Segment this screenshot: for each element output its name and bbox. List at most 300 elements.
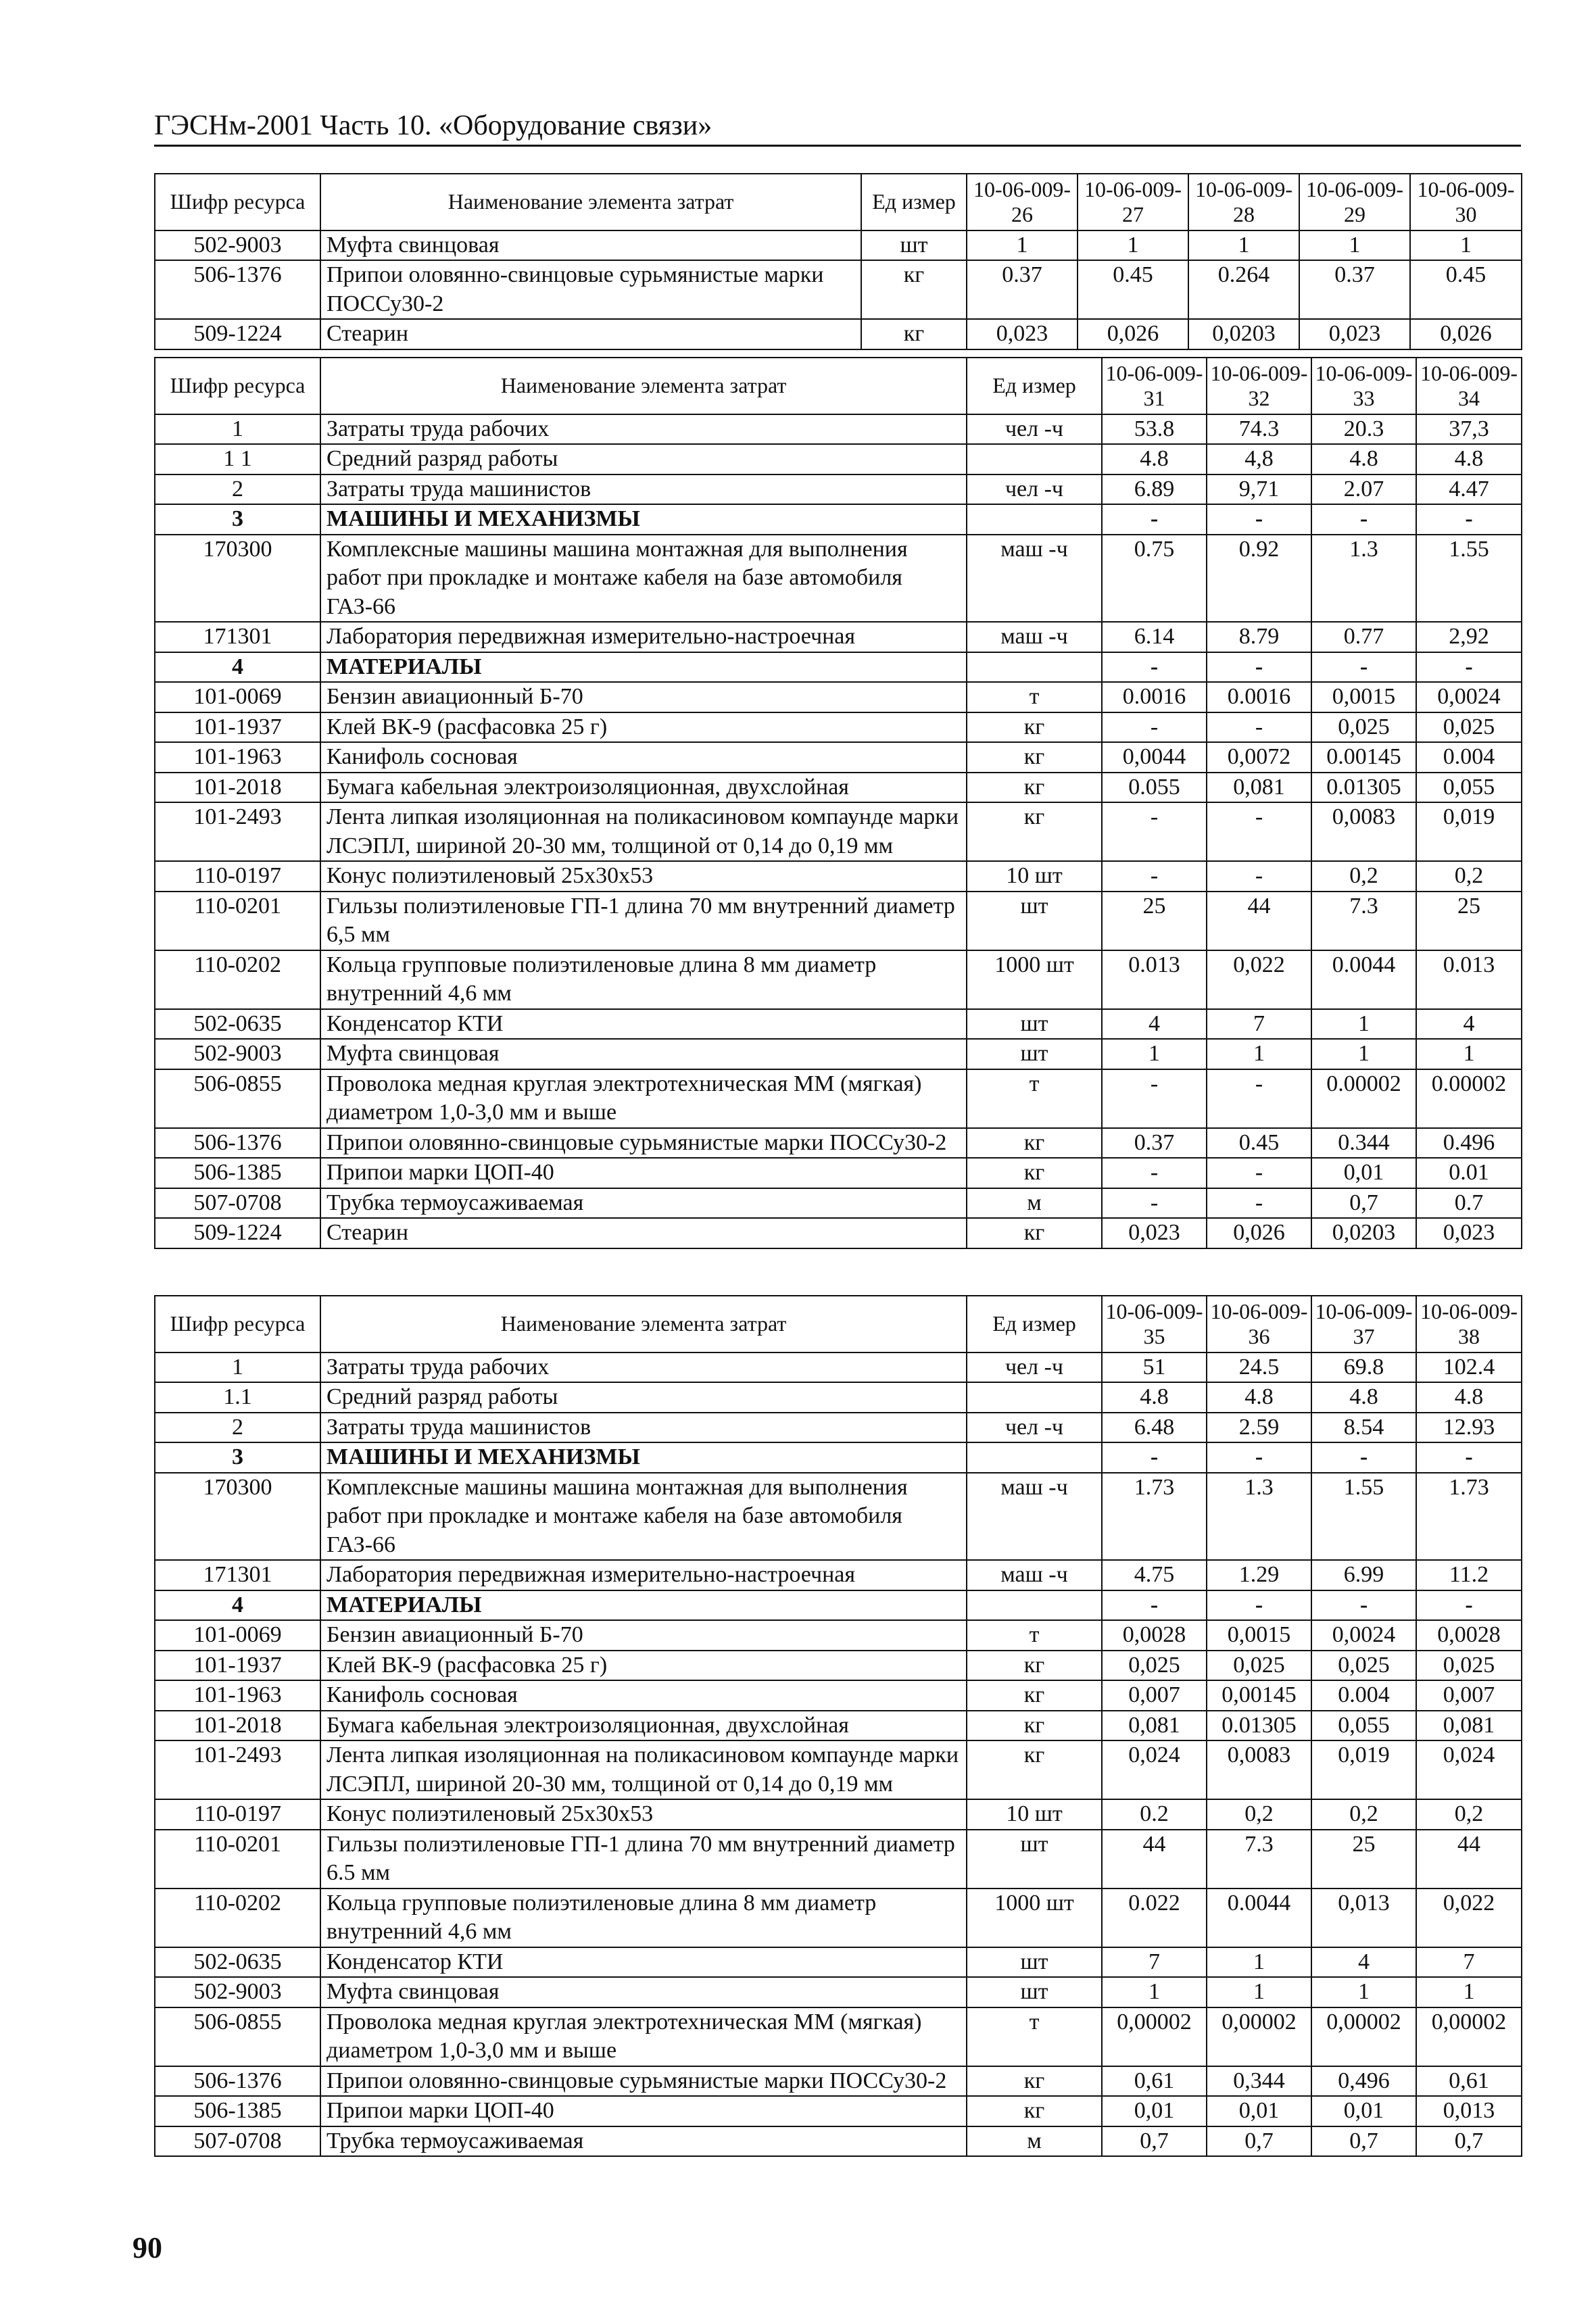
table-row bbox=[155, 892, 1522, 950]
value-cell: 0,2 bbox=[1311, 861, 1416, 892]
resource-name-cell: Комплексные машины машина монтажная для выполнения работ при прокладке и монтаже кабеля на базе автомобиля ГАЗ-66 bbox=[320, 535, 967, 623]
resource-code-cell: 502-9003 bbox=[155, 230, 320, 261]
resource-code-cell: 502-9003 bbox=[155, 1039, 320, 1069]
value-cell: 0,026 bbox=[1207, 1218, 1311, 1248]
value-cell: 0,0024 bbox=[1416, 682, 1522, 712]
resource-name-cell: Муфта свинцовая bbox=[320, 1039, 967, 1069]
value-cell: 74.3 bbox=[1207, 414, 1311, 445]
table-row bbox=[155, 2126, 1522, 2157]
resource-code-cell: 502-0635 bbox=[155, 1009, 320, 1040]
resource-name-cell: Кольца групповые полиэтиленовые длина 8 мм диаметр внутренний 4,6 мм bbox=[320, 1888, 967, 1947]
resource-name-cell: Затраты труда машинистов bbox=[320, 474, 967, 505]
value-cell: 0.7 bbox=[1416, 1188, 1522, 1219]
value-cell: 0,007 bbox=[1102, 1680, 1207, 1711]
table-row bbox=[155, 1651, 1522, 1681]
value-cell: 0,496 bbox=[1311, 2066, 1416, 2097]
value-cell: 9,71 bbox=[1207, 474, 1311, 505]
value-cell: 0,0024 bbox=[1311, 1620, 1416, 1651]
unit-cell: кг bbox=[967, 773, 1102, 803]
column-header: 10-06-009-30 bbox=[1410, 174, 1522, 230]
value-cell: 0.496 bbox=[1416, 1128, 1522, 1159]
resource-name-cell: Конус полиэтиленовый 25х30х53 bbox=[320, 861, 967, 892]
value-cell: 7 bbox=[1207, 1009, 1311, 1040]
value-cell: 0,7 bbox=[1311, 2126, 1416, 2157]
value-cell: - bbox=[1102, 652, 1207, 683]
resource-code-cell: 171301 bbox=[155, 622, 320, 652]
unit-cell: кг bbox=[967, 1740, 1102, 1799]
value-cell: 1.55 bbox=[1311, 1473, 1416, 1561]
value-cell: 44 bbox=[1102, 1830, 1207, 1888]
value-cell: 0,019 bbox=[1416, 802, 1522, 861]
resource-code-cell: 506-1376 bbox=[155, 2066, 320, 2097]
value-cell: 0.0016 bbox=[1102, 682, 1207, 712]
value-cell: 1 bbox=[1207, 1039, 1311, 1069]
value-cell: 0.0044 bbox=[1311, 950, 1416, 1009]
value-cell: 1 bbox=[1416, 1977, 1522, 2007]
table-row bbox=[155, 802, 1522, 861]
unit-cell bbox=[967, 1382, 1102, 1413]
resource-name-cell: Лента липкая изоляционная на поликасиновом компаунде марки ЛСЭПЛ, шириной 20-30 мм, толщиной от 0,14 до 0,19 мм bbox=[320, 1740, 967, 1799]
resource-name-cell: Припои оловянно-свинцовые сурьмянистые марки ПОССу30-2 bbox=[320, 260, 861, 319]
unit-cell: т bbox=[967, 1620, 1102, 1651]
value-cell: 0,013 bbox=[1311, 1888, 1416, 1947]
value-cell: - bbox=[1416, 652, 1522, 683]
resource-code-cell: 502-9003 bbox=[155, 1977, 320, 2007]
value-cell: 4.8 bbox=[1102, 1382, 1207, 1413]
resource-code-cell: 101-0069 bbox=[155, 682, 320, 712]
resource-name-cell: МАТЕРИАЛЫ bbox=[320, 652, 967, 683]
unit-cell: шт bbox=[967, 1009, 1102, 1040]
value-cell: 0,007 bbox=[1416, 1680, 1522, 1711]
resource-code-cell: 101-2018 bbox=[155, 1711, 320, 1741]
table-row bbox=[155, 1473, 1522, 1561]
value-cell: - bbox=[1416, 1590, 1522, 1621]
value-cell: 0,00002 bbox=[1311, 2007, 1416, 2066]
value-cell: 4 bbox=[1416, 1009, 1522, 1040]
table-row bbox=[155, 535, 1522, 623]
value-cell: 0,0072 bbox=[1207, 742, 1311, 773]
table-row bbox=[155, 682, 1522, 712]
resource-code-cell: 3 bbox=[155, 504, 320, 535]
unit-cell: кг bbox=[967, 1218, 1102, 1248]
resource-name-cell: Комплексные машины машина монтажная для выполнения работ при прокладке и монтаже кабеля на базе автомобиля ГАЗ-66 bbox=[320, 1473, 967, 1561]
value-cell: 4.8 bbox=[1311, 444, 1416, 474]
value-cell: 0,081 bbox=[1102, 1711, 1207, 1741]
unit-cell: кг bbox=[861, 260, 967, 319]
value-cell: 0.45 bbox=[1078, 260, 1188, 319]
value-cell: 6.89 bbox=[1102, 474, 1207, 505]
value-cell: 0,61 bbox=[1102, 2066, 1207, 2097]
value-cell: 6.14 bbox=[1102, 622, 1207, 652]
table-row bbox=[155, 1188, 1522, 1219]
table-row bbox=[155, 1353, 1522, 1383]
resource-code-cell: 507-0708 bbox=[155, 2126, 320, 2157]
value-cell: 2.07 bbox=[1311, 474, 1416, 505]
column-header: Наименование элемента затрат bbox=[320, 174, 861, 230]
value-cell: 0.77 bbox=[1311, 622, 1416, 652]
value-cell: 0.004 bbox=[1416, 742, 1522, 773]
unit-cell: шт bbox=[967, 892, 1102, 950]
value-cell: - bbox=[1207, 1442, 1311, 1473]
value-cell: - bbox=[1207, 802, 1311, 861]
resource-name-cell: Припои оловянно-свинцовые сурьмянистые марки ПОССу30-2 bbox=[320, 1128, 967, 1159]
resource-name-cell: Трубка термоусаживаемая bbox=[320, 2126, 967, 2157]
value-cell: 1 bbox=[1207, 1947, 1311, 1978]
value-cell: 8.79 bbox=[1207, 622, 1311, 652]
resource-code-cell: 101-2018 bbox=[155, 773, 320, 803]
unit-cell: 1000 шт bbox=[967, 950, 1102, 1009]
value-cell: 25 bbox=[1416, 892, 1522, 950]
resource-code-cell: 101-2493 bbox=[155, 802, 320, 861]
value-cell: 0,0203 bbox=[1311, 1218, 1416, 1248]
resource-code-cell: 110-0197 bbox=[155, 1799, 320, 1830]
unit-cell: чел -ч bbox=[967, 414, 1102, 445]
value-cell: 69.8 bbox=[1311, 1353, 1416, 1383]
value-cell: 0.00145 bbox=[1311, 742, 1416, 773]
value-cell: 4.75 bbox=[1102, 1560, 1207, 1590]
value-cell: - bbox=[1102, 861, 1207, 892]
table-row bbox=[155, 2066, 1522, 2097]
value-cell: 102.4 bbox=[1416, 1353, 1522, 1383]
value-cell: 0,025 bbox=[1207, 1651, 1311, 1681]
column-header: 10-06-009-26 bbox=[967, 174, 1078, 230]
resource-code-cell: 506-1376 bbox=[155, 260, 320, 319]
value-cell: - bbox=[1416, 1442, 1522, 1473]
resource-code-cell: 2 bbox=[155, 474, 320, 505]
value-cell: 0,2 bbox=[1416, 861, 1522, 892]
resource-code-cell: 1.1 bbox=[155, 1382, 320, 1413]
resource-code-cell: 507-0708 bbox=[155, 1188, 320, 1219]
value-cell: 4 bbox=[1102, 1009, 1207, 1040]
resource-code-cell: 502-0635 bbox=[155, 1947, 320, 1978]
resource-code-cell: 506-0855 bbox=[155, 2007, 320, 2066]
resource-name-cell: Конденсатор КТИ bbox=[320, 1009, 967, 1040]
value-cell: - bbox=[1207, 1188, 1311, 1219]
resource-code-cell: 171301 bbox=[155, 1560, 320, 1590]
unit-cell: кг bbox=[967, 712, 1102, 743]
resource-name-cell: Припои марки ЦОП-40 bbox=[320, 2096, 967, 2126]
value-cell: 0,7 bbox=[1102, 2126, 1207, 2157]
value-cell: 1 bbox=[1410, 230, 1522, 261]
unit-cell: шт bbox=[967, 1830, 1102, 1888]
value-cell: 1 bbox=[967, 230, 1078, 261]
unit-cell: маш -ч bbox=[967, 535, 1102, 623]
unit-cell: чел -ч bbox=[967, 1353, 1102, 1383]
value-cell: 0,023 bbox=[1416, 1218, 1522, 1248]
resource-name-cell: Муфта свинцовая bbox=[320, 1977, 967, 2007]
table-row bbox=[155, 861, 1522, 892]
value-cell: 0,01 bbox=[1102, 2096, 1207, 2126]
value-cell: - bbox=[1102, 1188, 1207, 1219]
column-header: 10-06-009-28 bbox=[1188, 174, 1299, 230]
value-cell: - bbox=[1207, 1069, 1311, 1128]
table-row bbox=[155, 1560, 1522, 1590]
unit-cell: м bbox=[967, 2126, 1102, 2157]
table-row bbox=[155, 1039, 1522, 1069]
unit-cell: кг bbox=[861, 319, 967, 349]
value-cell: 0,0083 bbox=[1207, 1740, 1311, 1799]
resource-name-cell: Проволока медная круглая электротехническая ММ (мягкая) диаметром 1,0-3,0 мм и выше bbox=[320, 1069, 967, 1128]
resource-name-cell: Трубка термоусаживаемая bbox=[320, 1188, 967, 1219]
table-row bbox=[155, 712, 1522, 743]
value-cell: 4.8 bbox=[1416, 444, 1522, 474]
table-row bbox=[155, 414, 1522, 445]
value-cell: 0,01 bbox=[1311, 1158, 1416, 1188]
resource-name-cell: Бензин авиационный Б-70 bbox=[320, 1620, 967, 1651]
column-header: 10-06-009-31 bbox=[1102, 358, 1207, 414]
resource-code-cell: 509-1224 bbox=[155, 319, 320, 349]
resource-name-cell: Средний разряд работы bbox=[320, 444, 967, 474]
resource-name-cell: Канифоль сосновая bbox=[320, 742, 967, 773]
value-cell: 0.45 bbox=[1207, 1128, 1311, 1159]
table-row bbox=[155, 622, 1522, 652]
column-header: Наименование элемента затрат bbox=[320, 1296, 967, 1353]
value-cell: 44 bbox=[1416, 1830, 1522, 1888]
resource-code-cell: 1 1 bbox=[155, 444, 320, 474]
value-cell: 0,2 bbox=[1416, 1799, 1522, 1830]
value-cell: 0,2 bbox=[1207, 1799, 1311, 1830]
value-cell: 6.48 bbox=[1102, 1413, 1207, 1443]
value-cell: 0.01305 bbox=[1311, 773, 1416, 803]
value-cell: 2,92 bbox=[1416, 622, 1522, 652]
unit-cell: чел -ч bbox=[967, 474, 1102, 505]
page-header: ГЭСНм-2001 Часть 10. «Оборудование связи» bbox=[154, 110, 712, 141]
value-cell: 0.344 bbox=[1311, 1128, 1416, 1159]
resource-code-cell: 110-0202 bbox=[155, 1888, 320, 1947]
unit-cell: кг bbox=[967, 742, 1102, 773]
unit-cell: кг bbox=[967, 2096, 1102, 2126]
value-cell: - bbox=[1207, 504, 1311, 535]
value-cell: - bbox=[1311, 1590, 1416, 1621]
value-cell: 0,025 bbox=[1416, 1651, 1522, 1681]
value-cell: - bbox=[1102, 712, 1207, 743]
unit-cell: т bbox=[967, 682, 1102, 712]
value-cell: 0,0203 bbox=[1188, 319, 1299, 349]
value-cell: 1.73 bbox=[1102, 1473, 1207, 1561]
resource-code-cell: 1 bbox=[155, 414, 320, 445]
table-row bbox=[155, 474, 1522, 505]
value-cell: 7.3 bbox=[1207, 1830, 1311, 1888]
resource-table-3 bbox=[154, 1295, 1522, 2157]
table-row bbox=[155, 1680, 1522, 1711]
resource-name-cell: Бумага кабельная электроизоляционная, двухслойная bbox=[320, 773, 967, 803]
value-cell: 0.0016 bbox=[1207, 682, 1311, 712]
value-cell: 0,00002 bbox=[1207, 2007, 1311, 2066]
unit-cell: кг bbox=[967, 1158, 1102, 1188]
resource-code-cell: 110-0201 bbox=[155, 1830, 320, 1888]
unit-cell: т bbox=[967, 1069, 1102, 1128]
value-cell: 25 bbox=[1311, 1830, 1416, 1888]
column-header: 10-06-009-29 bbox=[1299, 174, 1410, 230]
unit-cell: шт bbox=[967, 1977, 1102, 2007]
value-cell: 0,023 bbox=[967, 319, 1078, 349]
table-row bbox=[155, 1158, 1522, 1188]
value-cell: 1.55 bbox=[1416, 535, 1522, 623]
column-header: Ед измер bbox=[967, 1296, 1102, 1353]
column-header: 10-06-009-37 bbox=[1311, 1296, 1416, 1353]
value-cell: 0,7 bbox=[1311, 1188, 1416, 1219]
value-cell: 2.59 bbox=[1207, 1413, 1311, 1443]
resource-name-cell: Стеарин bbox=[320, 319, 861, 349]
value-cell: - bbox=[1311, 1442, 1416, 1473]
resource-code-cell: 110-0202 bbox=[155, 950, 320, 1009]
resource-name-cell: Клей ВК-9 (расфасовка 25 г) bbox=[320, 1651, 967, 1681]
value-cell: 0,0015 bbox=[1311, 682, 1416, 712]
table-row bbox=[155, 773, 1522, 803]
value-cell: 0,0015 bbox=[1207, 1620, 1311, 1651]
unit-cell: 10 шт bbox=[967, 1799, 1102, 1830]
value-cell: 0.45 bbox=[1410, 260, 1522, 319]
unit-cell: маш -ч bbox=[967, 1560, 1102, 1590]
value-cell: - bbox=[1207, 1158, 1311, 1188]
resource-code-cell: 506-0855 bbox=[155, 1069, 320, 1128]
value-cell: 0,022 bbox=[1416, 1888, 1522, 1947]
unit-cell bbox=[967, 1442, 1102, 1473]
unit-cell: кг bbox=[967, 1711, 1102, 1741]
column-header: 10-06-009-33 bbox=[1311, 358, 1416, 414]
unit-cell: 10 шт bbox=[967, 861, 1102, 892]
value-cell: 0,022 bbox=[1207, 950, 1311, 1009]
value-cell: 0.022 bbox=[1102, 1888, 1207, 1947]
value-cell: 0,026 bbox=[1410, 319, 1522, 349]
value-cell: - bbox=[1102, 802, 1207, 861]
value-cell: 0.01305 bbox=[1207, 1711, 1311, 1741]
value-cell: 24.5 bbox=[1207, 1353, 1311, 1383]
resource-code-cell: 506-1385 bbox=[155, 2096, 320, 2126]
value-cell: - bbox=[1207, 861, 1311, 892]
column-header: 10-06-009-38 bbox=[1416, 1296, 1522, 1353]
unit-cell: т bbox=[967, 2007, 1102, 2066]
value-cell: 0,0044 bbox=[1102, 742, 1207, 773]
unit-cell: кг bbox=[967, 2066, 1102, 2097]
value-cell: 0,00002 bbox=[1416, 2007, 1522, 2066]
column-header: Ед измер bbox=[861, 174, 967, 230]
value-cell: 4,8 bbox=[1207, 444, 1311, 474]
section-row bbox=[155, 1442, 1522, 1473]
value-cell: 1.3 bbox=[1207, 1473, 1311, 1561]
section-row bbox=[155, 652, 1522, 683]
section-row bbox=[155, 504, 1522, 535]
unit-cell: кг bbox=[967, 1651, 1102, 1681]
value-cell: 0.055 bbox=[1102, 773, 1207, 803]
value-cell: - bbox=[1102, 1158, 1207, 1188]
value-cell: 0,025 bbox=[1311, 712, 1416, 743]
value-cell: - bbox=[1102, 504, 1207, 535]
value-cell: 12.93 bbox=[1416, 1413, 1522, 1443]
value-cell: 0,026 bbox=[1078, 319, 1188, 349]
value-cell: 4.47 bbox=[1416, 474, 1522, 505]
value-cell: 0,023 bbox=[1102, 1218, 1207, 1248]
unit-cell: 1000 шт bbox=[967, 1888, 1102, 1947]
value-cell: 0,081 bbox=[1207, 773, 1311, 803]
value-cell: 0.0044 bbox=[1207, 1888, 1311, 1947]
unit-cell: м bbox=[967, 1188, 1102, 1219]
value-cell: 0,025 bbox=[1311, 1651, 1416, 1681]
value-cell: 4.8 bbox=[1311, 1382, 1416, 1413]
value-cell: 0,055 bbox=[1311, 1711, 1416, 1741]
resource-code-cell: 170300 bbox=[155, 1473, 320, 1561]
resource-name-cell: Средний разряд работы bbox=[320, 1382, 967, 1413]
resource-code-cell: 101-1963 bbox=[155, 1680, 320, 1711]
table-header-row bbox=[155, 358, 1522, 414]
table-header-row bbox=[155, 1296, 1522, 1353]
table-row bbox=[155, 2096, 1522, 2126]
table-row bbox=[155, 1977, 1522, 2007]
resource-table-1 bbox=[154, 173, 1522, 350]
resource-code-cell: 506-1376 bbox=[155, 1128, 320, 1159]
resource-name-cell: Припои марки ЦОП-40 bbox=[320, 1158, 967, 1188]
value-cell: 1 bbox=[1299, 230, 1410, 261]
value-cell: 4 bbox=[1311, 1947, 1416, 1978]
column-header: 10-06-009-27 bbox=[1078, 174, 1188, 230]
value-cell: 0,023 bbox=[1299, 319, 1410, 349]
unit-cell: шт bbox=[861, 230, 967, 261]
table-header-row bbox=[155, 174, 1522, 230]
resource-name-cell: Конденсатор КТИ bbox=[320, 1947, 967, 1978]
resource-code-cell: 3 bbox=[155, 1442, 320, 1473]
unit-cell: чел -ч bbox=[967, 1413, 1102, 1443]
resource-name-cell: Затраты труда рабочих bbox=[320, 414, 967, 445]
value-cell: 1 bbox=[1311, 1039, 1416, 1069]
table-row bbox=[155, 1218, 1522, 1248]
value-cell: - bbox=[1416, 504, 1522, 535]
value-cell: 11.2 bbox=[1416, 1560, 1522, 1590]
value-cell: 0,013 bbox=[1416, 2096, 1522, 2126]
value-cell: 4.8 bbox=[1207, 1382, 1311, 1413]
value-cell: 6.99 bbox=[1311, 1560, 1416, 1590]
table-row bbox=[155, 319, 1522, 349]
value-cell: 0,7 bbox=[1207, 2126, 1311, 2157]
value-cell: 1.29 bbox=[1207, 1560, 1311, 1590]
value-cell: 7 bbox=[1102, 1947, 1207, 1978]
resource-code-cell: 110-0197 bbox=[155, 861, 320, 892]
column-header: Шифр ресурса bbox=[155, 1296, 320, 1353]
table-row bbox=[155, 1069, 1522, 1128]
table-row bbox=[155, 1830, 1522, 1888]
value-cell: 0.92 bbox=[1207, 535, 1311, 623]
value-cell: 0.00002 bbox=[1416, 1069, 1522, 1128]
resource-name-cell: МАШИНЫ И МЕХАНИЗМЫ bbox=[320, 504, 967, 535]
unit-cell bbox=[967, 1590, 1102, 1621]
resource-name-cell: Лента липкая изоляционная на поликасиновом компаунде марки ЛСЭПЛ, шириной 20-30 мм, толщиной от 0,14 до 0,19 мм bbox=[320, 802, 967, 861]
value-cell: 0,025 bbox=[1416, 712, 1522, 743]
resource-table-2 bbox=[154, 357, 1522, 1249]
column-header: 10-06-009-35 bbox=[1102, 1296, 1207, 1353]
resource-name-cell: Затраты труда рабочих bbox=[320, 1353, 967, 1383]
value-cell: 0,01 bbox=[1207, 2096, 1311, 2126]
unit-cell: кг bbox=[967, 1680, 1102, 1711]
value-cell: 0,00002 bbox=[1102, 2007, 1207, 2066]
value-cell: 0.2 bbox=[1102, 1799, 1207, 1830]
value-cell: 0,344 bbox=[1207, 2066, 1311, 2097]
table-row bbox=[155, 1413, 1522, 1443]
value-cell: 25 bbox=[1102, 892, 1207, 950]
table-row bbox=[155, 444, 1522, 474]
resource-code-cell: 509-1224 bbox=[155, 1218, 320, 1248]
value-cell: 0.01 bbox=[1416, 1158, 1522, 1188]
table-row bbox=[155, 742, 1522, 773]
value-cell: 1 bbox=[1102, 1039, 1207, 1069]
resource-name-cell: Гильзы полиэтиленовые ГП-1 длина 70 мм внутренний диаметр 6,5 мм bbox=[320, 892, 967, 950]
resource-name-cell: Лаборатория передвижная измерительно-настроечная bbox=[320, 622, 967, 652]
value-cell: 0,0083 bbox=[1311, 802, 1416, 861]
resource-code-cell: 110-0201 bbox=[155, 892, 320, 950]
value-cell: 51 bbox=[1102, 1353, 1207, 1383]
page-number: 90 bbox=[132, 2231, 162, 2264]
resource-name-cell: Бумага кабельная электроизоляционная, двухслойная bbox=[320, 1711, 967, 1741]
value-cell: - bbox=[1102, 1069, 1207, 1128]
table-row bbox=[155, 1947, 1522, 1978]
